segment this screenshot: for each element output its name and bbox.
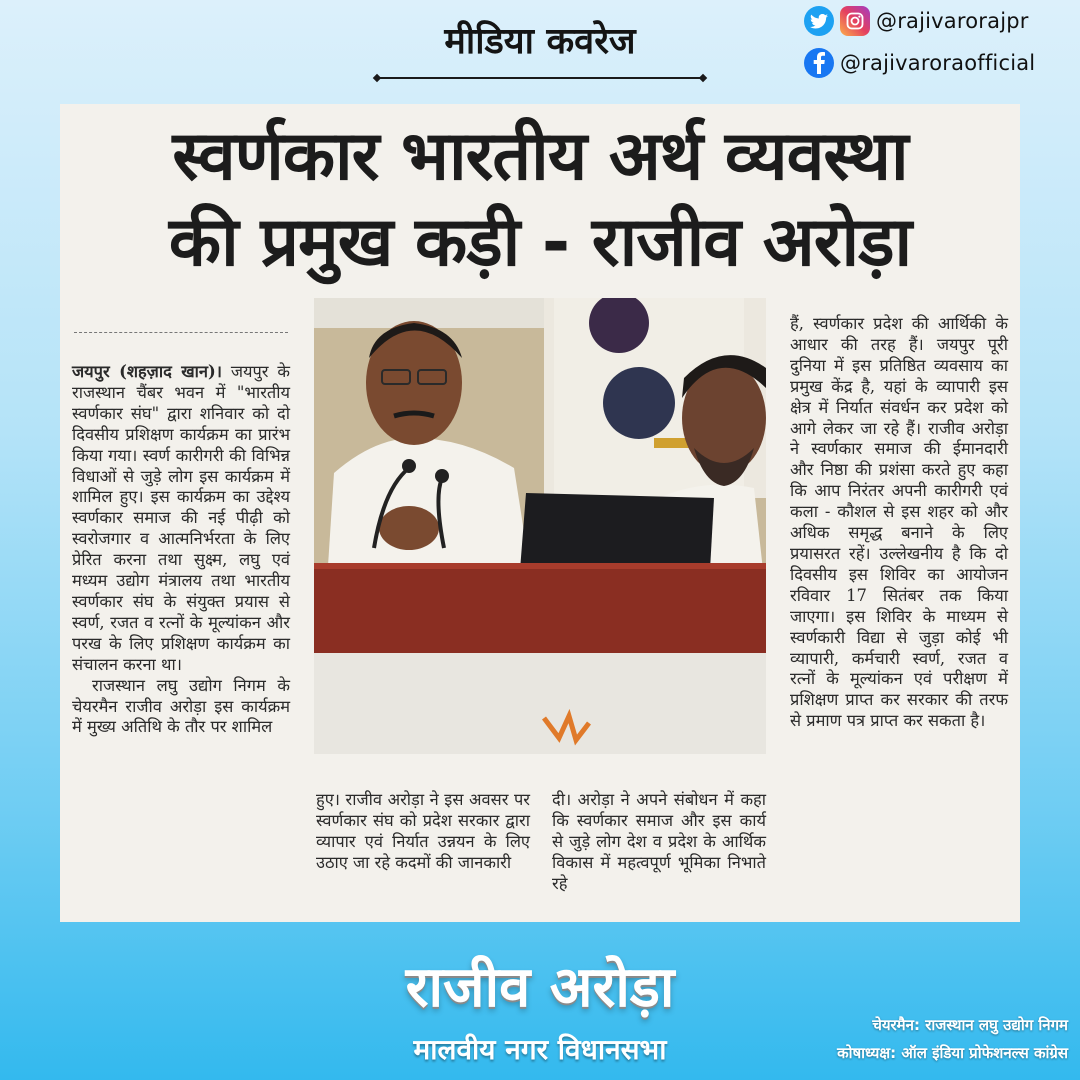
article-column-3: दी। अरोड़ा ने अपने संबोधन में कहा कि स्वर्णकार समाज और इस कार्य से जुड़े लोग देश व प्रदेश के आर्थिक विकास में महत्वपूर्ण भूमिका निभाते रहे	[552, 790, 766, 893]
politician-name: राजीव अरोड़ा	[405, 955, 675, 1020]
role-treasurer: कोषाध्यक्ष: ऑल इंडिया प्रोफेशनल्स कांग्रेस	[837, 1044, 1068, 1062]
social-handle-twitter-instagram[interactable]	[804, 6, 1029, 36]
title-divider	[372, 74, 708, 82]
headline-line-1: स्वर्णकार भारतीय अर्थ व्यवस्था	[172, 117, 908, 196]
social-handle-facebook[interactable]	[804, 48, 1035, 78]
column-1-paragraph-1: जयपुर के राजस्थान चैंबर भवन में "भारतीय स्वर्णकार संघ" द्वारा शनिवार को दो दिवसीय प्रशिक्षण कार्यक्रम का प्रारंभ किया गया। स्वर्ण कारीगरी की विभिन्न विधाओं से जुड़े लोग इस कार्यक्रम में शामिल हुए। इस कार्यक्रम का उद्देश्य स्वर्णकार समाज की नई पीढ़ी को स्वरोजगार व आत्मनिर्भरता के लिए प्रेरित करना तथा सुक्ष्म, लघु एवं मध्यम उद्योग मंत्रालय तथा भारतीय स्वर्णकार संघ के संयुक्त प्रयास से स्वर्ण, रजत व रत्नों के मूल्यांकन और परख के लिए प्रशिक्षण कार्यक्रम का संचालन करना था।	[72, 362, 290, 674]
twitter-icon[interactable]	[804, 6, 834, 36]
instagram-icon[interactable]	[840, 6, 870, 36]
article-column-2: हुए। राजीव अरोड़ा ने इस अवसर पर स्वर्णकार संघ को प्रदेश सरकार द्वारा व्यापार एवं निर्यात उन्नयन के लिए उठाए जा रहे कदमों की जानकारी	[316, 790, 530, 872]
facebook-icon[interactable]	[804, 48, 834, 78]
event-photo	[314, 298, 766, 754]
constituency-label: मालवीय नगर विधानसभा	[413, 1033, 667, 1066]
newspaper-clipping	[60, 104, 1020, 922]
facebook-handle[interactable]: @rajivaroraofficial	[840, 51, 1036, 75]
column-1-paragraph-2: राजस्थान लघु उद्योग निगम के चेयरमैन राजीव अरोड़ा इस कार्यक्रम में मुख्य अतिथि के तौर पर शामिल	[72, 675, 290, 737]
role-chairman: चेयरमैन: राजस्थान लघु उद्योग निगम	[872, 1016, 1068, 1034]
article-column-1	[72, 362, 290, 738]
article-column-4: हैं, स्वर्णकार प्रदेश की आर्थिकी के आधार की तरह हैं। जयपुर पूरी दुनिया में इस प्रतिष्ठित व्यवसाय का प्रमुख केंद्र है, यहां के व्यापारी इस क्षेत्र में निर्यात संवर्धन कर प्रदेश को आगे लेकर जा रहे हैं। राजीव अरोड़ा ने स्वर्णकार समाज की ईमानदारी और निष्ठा की प्रशंसा करते हुए कहा कि आप निरंतर अपनी कारीगरी एवं कला - कौशल से इस शहर को और अधिक समृद्ध बनाने के लिए प्रयासरत रहें। उल्लेखनीय है कि दो दिवसीय इस शिविर का आयोजन रविवार 17 सितंबर तक किया जाएगा। इस शिविर के माध्यम से स्वर्णकारी विद्या से जुड़ा कोई भी व्यापारी, कर्मचारी स्वर्ण, रजत व रत्नों के मूल्यांकन एवं परीक्षण में प्रशिक्षण प्राप्त कर सरकार की तरफ से प्रमाण पत्र प्राप्त कर सकता है।	[790, 314, 1008, 731]
headline-line-2: की प्रमुख कड़ी - राजीव अरोड़ा	[168, 203, 912, 282]
media-coverage-title: मीडिया कवरेज	[444, 21, 636, 62]
byline: जयपुर (शहज़ाद खान)।	[72, 362, 222, 381]
column-divider	[74, 332, 288, 333]
instagram-twitter-handle[interactable]: @rajivarorajpr	[876, 9, 1029, 33]
